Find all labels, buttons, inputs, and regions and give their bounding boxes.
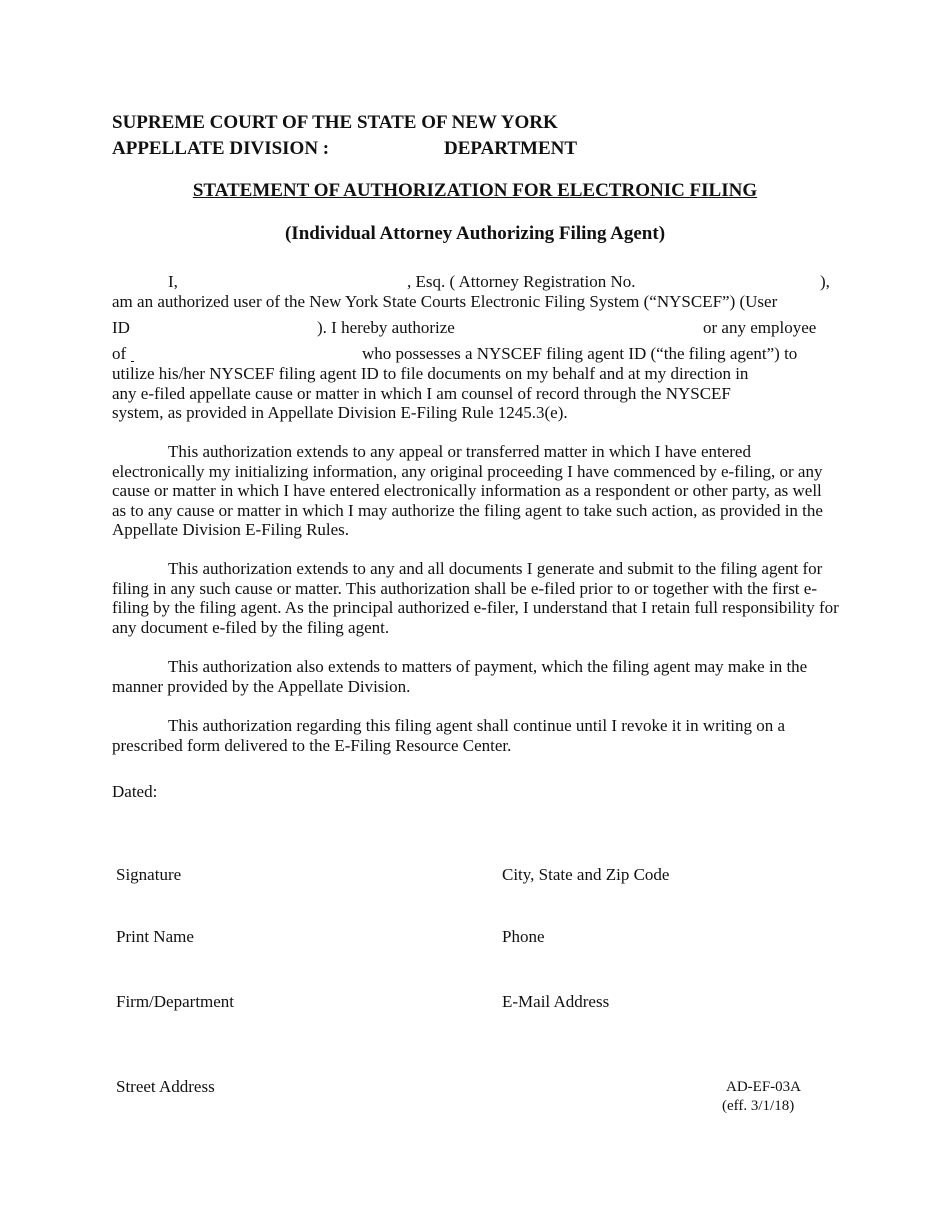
paragraph-documents-text: This authorization extends to any and all documents I generate and submit to the filing agent for filing in any such cause or matter. This authorization shall be e-filed prior to or together with the first e-filing by the filing agent. As the principal authorized e-filer, I understand that I retain full responsibility for any document e-filed by the filing agent.: [112, 559, 839, 637]
print-name-label: Print Name: [116, 927, 194, 946]
paragraph-documents: [112, 559, 840, 637]
paragraph-payment: [112, 657, 840, 696]
paragraph-scope: [112, 442, 840, 540]
intro-line-5: utilize his/her NYSCEF filing agent ID to file documents on my behalf and at my direction in: [112, 364, 749, 383]
document-title: STATEMENT OF AUTHORIZATION FOR ELECTRONIC FILING: [192, 180, 758, 201]
intro-esq-label: , Esq. ( Attorney Registration No.: [407, 272, 636, 291]
intro-authorize-label: ). I hereby authorize: [317, 318, 455, 337]
intro-line-2: am an authorized user of the New York State Courts Electronic Filing System (“NYSCEF”) (User: [112, 292, 778, 311]
email-label: E-Mail Address: [502, 992, 610, 1011]
form-code: AD-EF-03A: [726, 1079, 801, 1095]
appellate-division-label: APPELLATE DIVISION :: [112, 138, 330, 159]
of-blank-mark: [131, 361, 134, 362]
document-subtitle: (Individual Attorney Authorizing Filing Agent): [284, 223, 666, 244]
signature-label: Signature: [116, 865, 182, 884]
intro-id-label: ID: [112, 318, 130, 337]
paragraph-revocation-text: This authorization regarding this filing agent shall continue until I revoke it in writing on a prescribed form delivered to the E-Filing Resource Center.: [112, 716, 786, 755]
department-label: DEPARTMENT: [444, 138, 578, 159]
intro-line-6: any e-filed appellate cause or matter in which I am counsel of record through the NYSCEF: [112, 384, 731, 403]
intro-employee-label: or any employee: [703, 318, 817, 337]
intro-close-paren: ),: [820, 272, 830, 291]
intro-line-7: system, as provided in Appellate Division E-Filing Rule 1245.3(e).: [112, 403, 568, 422]
court-name: SUPREME COURT OF THE STATE OF NEW YORK: [112, 112, 558, 133]
city-state-zip-label: City, State and Zip Code: [502, 865, 670, 884]
firm-department-label: Firm/Department: [116, 992, 235, 1011]
phone-label: Phone: [502, 927, 545, 946]
dated-label: Dated:: [112, 782, 158, 801]
form-effective-date: (eff. 3/1/18): [722, 1098, 795, 1114]
intro-i-label: I,: [168, 272, 178, 291]
paragraph-revocation: [112, 716, 840, 755]
intro-of-label: of: [112, 344, 127, 363]
paragraph-payment-text: This authorization also extends to matters of payment, which the filing agent may make in the manner provided by the Appellate Division.: [112, 657, 808, 696]
street-address-label: Street Address: [116, 1077, 215, 1096]
intro-possesses-label: who possesses a NYSCEF filing agent ID (“the filing agent”) to: [362, 344, 798, 363]
paragraph-scope-text: This authorization extends to any appeal or transferred matter in which I have entered electronically my initializing information, any original proceeding I have commenced by e-filing, or any cause or matter in which I have entered electronically information as a respondent or other party, as well as to any cause or matter in which I may authorize the filing agent to take such action, as provided in the Appellate Division E-Filing Rules.: [112, 442, 823, 540]
